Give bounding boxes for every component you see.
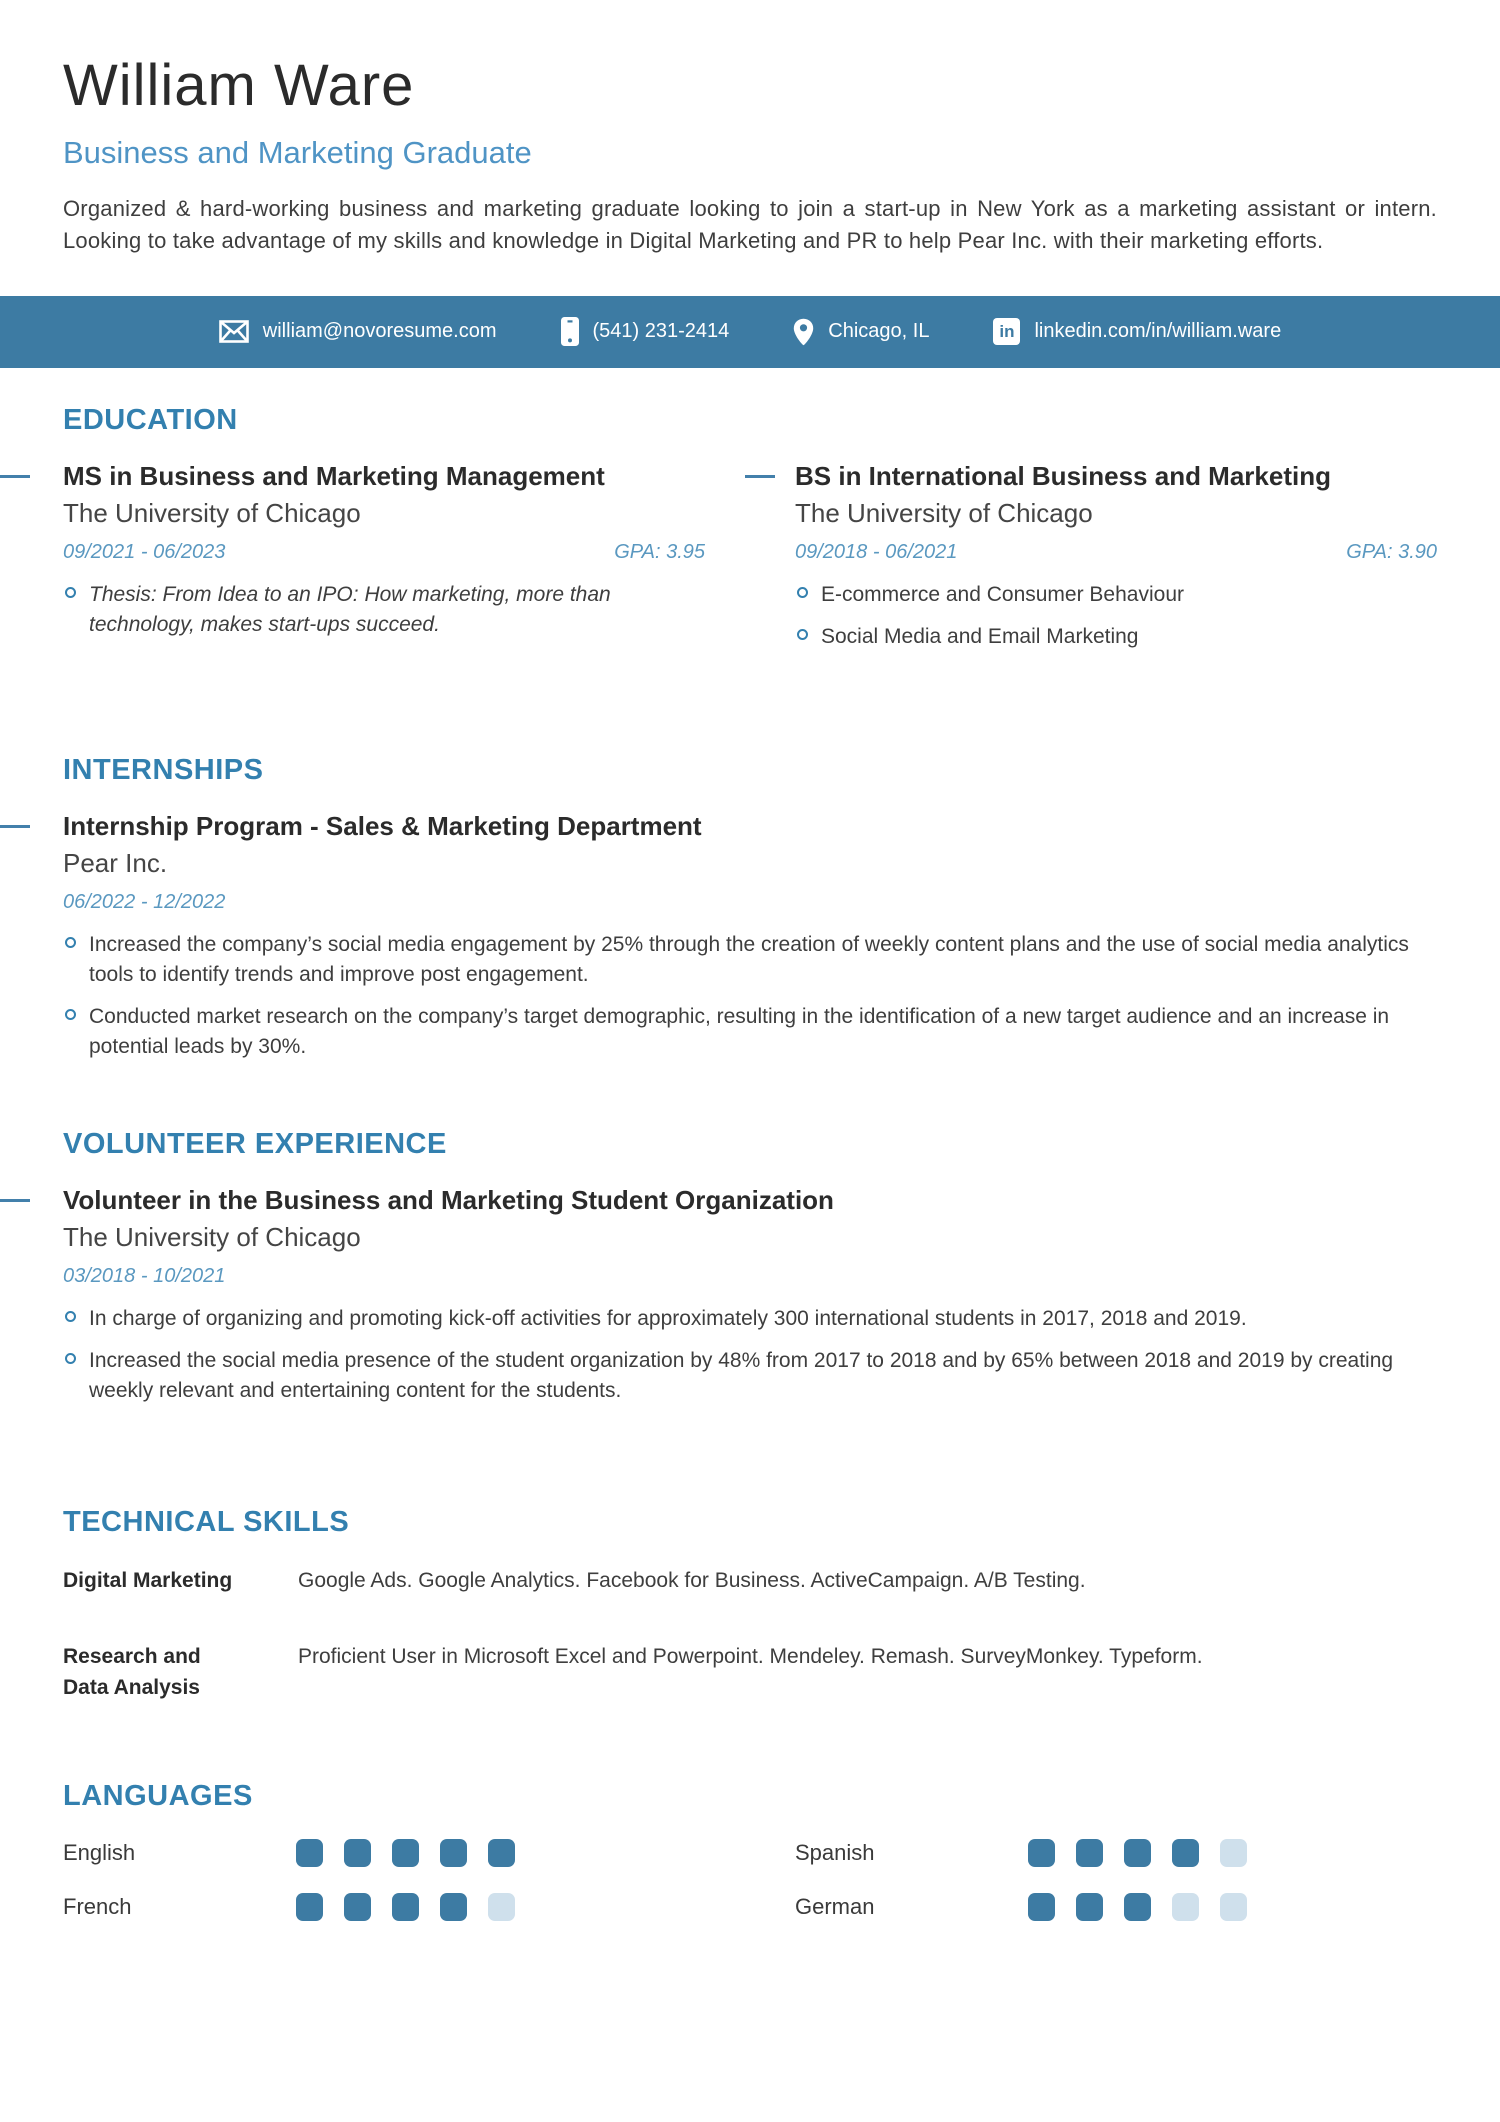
- gpa-value: GPA: 3.95: [614, 540, 705, 563]
- school-name: The University of Chicago: [63, 497, 361, 528]
- bullet-item: Conducted market research on the company’s target demographic, resulting in the identification of a new target audience and an increase in potential leads by 30%.: [63, 1002, 1437, 1062]
- role-title: Volunteer in the Business and Marketing Student Organization: [63, 1184, 834, 1215]
- language-name: French: [63, 1893, 132, 1919]
- skills-heading: TECHNICAL SKILLS: [63, 1506, 350, 1539]
- section-internships: [0, 754, 1500, 1062]
- level-dot-filled: [344, 1893, 371, 1921]
- level-dot-filled: [296, 1893, 323, 1921]
- email-icon: [219, 320, 249, 343]
- language-row-german: [795, 1893, 1437, 1921]
- organization-name: The University of Chicago: [63, 1222, 361, 1253]
- level-dot-empty: [1220, 1893, 1247, 1921]
- resume-header: [0, 0, 1500, 258]
- education-entry-ms: [63, 459, 705, 664]
- bullet-item: In charge of organizing and promoting kick-off activities for approximately 300 international students in 2017, 2018 and 2019.: [63, 1304, 1437, 1334]
- level-dot-filled: [392, 1893, 419, 1921]
- level-dot-empty: [1220, 1839, 1247, 1867]
- person-name: William Ware: [63, 53, 415, 118]
- volunteer-bullets: [63, 1304, 1437, 1406]
- languages-column-left: [63, 1839, 705, 1947]
- date-range: 06/2022 - 12/2022: [63, 890, 226, 913]
- level-dot-filled: [1124, 1893, 1151, 1921]
- contact-location-text: Chicago, IL: [828, 320, 930, 343]
- contact-email-text: william@novoresume.com: [262, 320, 497, 343]
- level-dot-empty: [488, 1893, 515, 1921]
- date-range: 03/2018 - 10/2021: [63, 1265, 226, 1288]
- linkedin-icon: in: [993, 318, 1020, 345]
- internship-bullets: [63, 930, 1437, 1062]
- bullet-item: Increased the company’s social media engagement by 25% through the creation of weekly content plans and the use of social media analytics tools to identify trends and improve post engagement.: [63, 930, 1437, 990]
- date-range: 09/2021 - 06/2023: [63, 540, 226, 563]
- contact-linkedin-text: linkedin.com/in/william.ware: [1034, 320, 1282, 343]
- school-name: The University of Chicago: [795, 497, 1093, 528]
- section-languages: [0, 1780, 1500, 1947]
- summary-paragraph: Organized & hard-working business and marketing graduate looking to join a start-up in New York as a marketing assistant or intern. Looking to take advantage of my skills and knowledge in Digital Marketing and PR to help Pear Inc. with their marketing efforts.: [63, 196, 1437, 254]
- language-level-indicator: [296, 1839, 515, 1867]
- level-dot-filled: [1172, 1839, 1199, 1867]
- education-heading: EDUCATION: [63, 403, 238, 436]
- degree-title: MS in Business and Marketing Management: [63, 460, 605, 491]
- location-pin-icon: [793, 318, 814, 346]
- level-dot-filled: [1124, 1839, 1151, 1867]
- contact-phone-text: (541) 231-2414: [592, 320, 730, 343]
- level-dot-filled: [344, 1839, 371, 1867]
- languages-column-right: [795, 1839, 1437, 1947]
- bullet-item: Thesis: From Idea to an IPO: How marketing, more than technology, makes start-ups succeed.: [63, 580, 705, 640]
- skill-row-digital-marketing: [63, 1565, 1437, 1597]
- education-entry-bs: [795, 459, 1437, 664]
- language-name: German: [795, 1893, 875, 1919]
- language-name: English: [63, 1839, 136, 1865]
- section-volunteer: [0, 1128, 1500, 1406]
- contact-location: [793, 318, 929, 346]
- contact-bar: [0, 296, 1500, 368]
- level-dot-filled: [440, 1893, 467, 1921]
- education-bullets: [63, 580, 705, 640]
- skill-list-text: Proficient User in Microsoft Excel and Powerpoint. Mendeley. Remash. SurveyMonkey. Typeform.: [298, 1644, 1203, 1668]
- bullet-item: Social Media and Email Marketing: [795, 622, 1437, 652]
- level-dot-empty: [1172, 1893, 1199, 1921]
- language-row-french: [63, 1893, 705, 1921]
- phone-icon: [561, 317, 579, 346]
- languages-heading: LANGUAGES: [63, 1779, 253, 1812]
- level-dot-filled: [392, 1839, 419, 1867]
- level-dot-filled: [440, 1839, 467, 1867]
- level-dot-filled: [1076, 1839, 1103, 1867]
- skill-category-label: Digital Marketing: [63, 1569, 233, 1593]
- contact-linkedin: [993, 318, 1281, 345]
- person-job-title: Business and Marketing Graduate: [63, 135, 532, 170]
- skill-list-text: Google Ads. Google Analytics. Facebook for Business. ActiveCampaign. A/B Testing.: [298, 1569, 1086, 1593]
- gpa-value: GPA: 3.90: [1346, 540, 1437, 563]
- contact-phone: [561, 317, 730, 346]
- language-name: Spanish: [795, 1839, 875, 1865]
- language-level-indicator: [1028, 1893, 1247, 1921]
- bullet-item: Increased the social media presence of the student organization by 48% from 2017 to 2018 and by 65% between 2018 and 2019 by creating weekly relevant and entertaining content for the students.: [63, 1346, 1437, 1406]
- level-dot-filled: [488, 1839, 515, 1867]
- language-level-indicator: [296, 1893, 515, 1921]
- section-technical-skills: [0, 1506, 1500, 1704]
- internships-heading: INTERNSHIPS: [63, 753, 264, 786]
- section-education: [0, 404, 1500, 664]
- language-row-english: [63, 1839, 705, 1867]
- skill-row-research-data: [63, 1641, 1437, 1704]
- language-row-spanish: [795, 1839, 1437, 1867]
- education-bullets: [795, 580, 1437, 652]
- level-dot-filled: [1028, 1839, 1055, 1867]
- internship-entry: [63, 809, 1437, 1062]
- skill-category-label: Research and Data Analysis: [63, 1644, 201, 1700]
- volunteer-heading: VOLUNTEER EXPERIENCE: [63, 1127, 447, 1160]
- contact-email: [219, 320, 497, 343]
- date-range: 09/2018 - 06/2021: [795, 540, 958, 563]
- volunteer-entry: [63, 1183, 1437, 1406]
- role-title: Internship Program - Sales & Marketing Department: [63, 810, 702, 841]
- language-level-indicator: [1028, 1839, 1247, 1867]
- company-name: Pear Inc.: [63, 848, 168, 879]
- bullet-item: E-commerce and Consumer Behaviour: [795, 580, 1437, 610]
- level-dot-filled: [1076, 1893, 1103, 1921]
- level-dot-filled: [296, 1839, 323, 1867]
- level-dot-filled: [1028, 1893, 1055, 1921]
- degree-title: BS in International Business and Marketing: [795, 460, 1331, 491]
